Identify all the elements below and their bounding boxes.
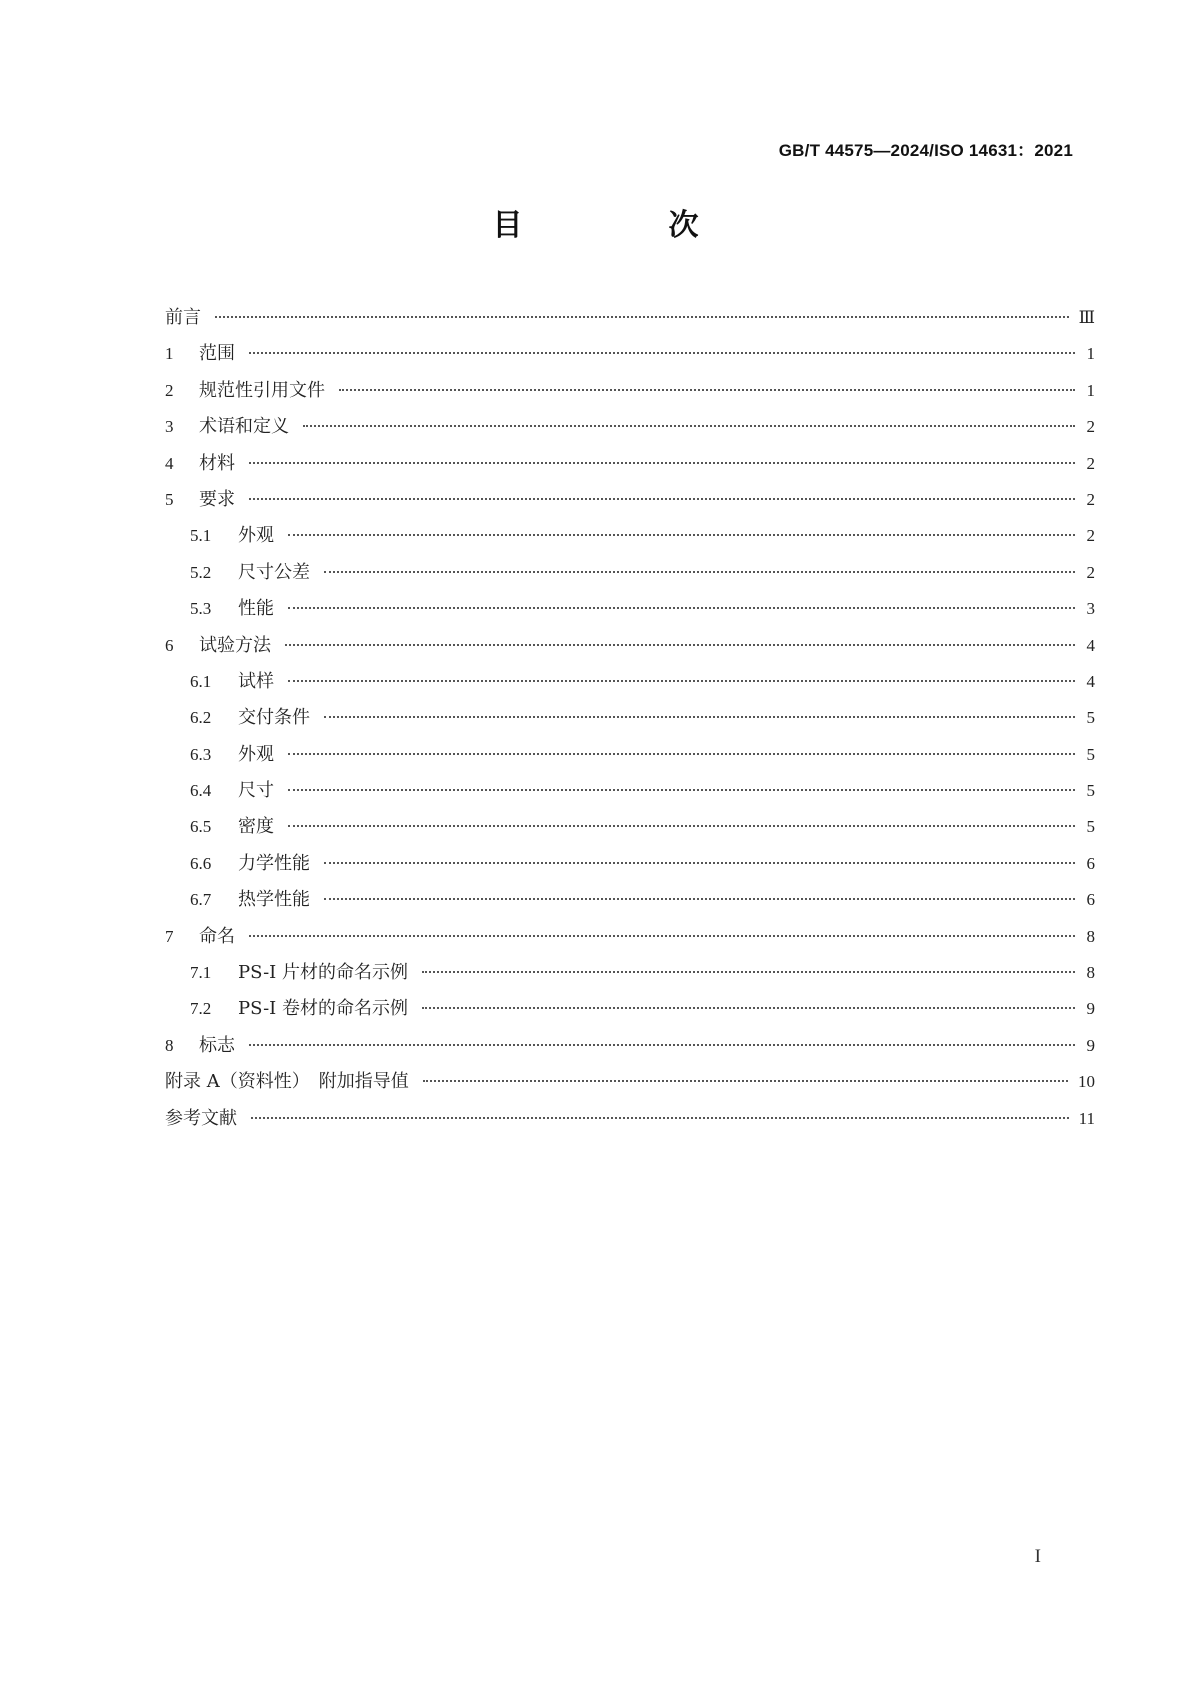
toc-entry-page: 2	[1086, 417, 1095, 437]
toc-entry[interactable]	[165, 482, 1095, 518]
toc-entry-page: 5	[1086, 817, 1095, 837]
toc-entry-label: 标志	[199, 1034, 235, 1056]
toc-entry-number: 5.1	[190, 526, 212, 546]
toc-entry-page: 9	[1086, 999, 1095, 1019]
toc-dot-leader	[324, 898, 1075, 900]
toc-entry-label: 性能	[238, 598, 274, 620]
toc-entry-label: PS-I 卷材的命名示例	[238, 998, 409, 1020]
toc-dot-leader	[288, 825, 1075, 827]
toc-entry[interactable]	[165, 1064, 1095, 1100]
toc-entry-page: 8	[1086, 963, 1095, 983]
toc-entry-page: 8	[1086, 926, 1095, 946]
toc-entry-label: 术语和定义	[199, 416, 289, 438]
toc-entry-number: 8	[165, 1035, 174, 1055]
toc-entry-page: 6	[1086, 853, 1095, 873]
toc-entry-page: 5	[1086, 781, 1095, 801]
toc-entry-label: 参考文献	[165, 1107, 237, 1129]
toc-dot-leader	[288, 680, 1075, 682]
toc-entry[interactable]	[165, 591, 1095, 627]
toc-entry[interactable]	[165, 846, 1095, 882]
toc-entry-number: 5.2	[190, 562, 212, 582]
toc-entry-number: 5	[165, 489, 174, 509]
toc-entry[interactable]	[165, 991, 1095, 1027]
toc-entry-page: 3	[1086, 599, 1095, 619]
toc-entry-page: 6	[1086, 890, 1095, 910]
toc-entry-page: 5	[1086, 744, 1095, 764]
toc-entry[interactable]	[165, 700, 1095, 736]
toc-entry[interactable]	[165, 555, 1095, 591]
toc-dot-leader	[288, 753, 1075, 755]
toc-dot-leader	[324, 862, 1075, 864]
toc-dot-leader	[324, 571, 1075, 573]
toc-entry-number: 6.7	[190, 890, 212, 910]
toc-dot-leader	[215, 316, 1069, 318]
toc-entry[interactable]	[165, 1028, 1095, 1064]
toc-dot-leader	[422, 971, 1075, 973]
toc-entry[interactable]	[165, 300, 1095, 336]
toc-dot-leader	[288, 607, 1075, 609]
toc-entry[interactable]	[165, 664, 1095, 700]
toc-entry[interactable]	[165, 409, 1095, 445]
toc-entry-number: 7.2	[190, 999, 212, 1019]
toc-entry[interactable]	[165, 809, 1095, 845]
toc-entry-number: 6.4	[190, 781, 212, 801]
toc-entry-page: 11	[1078, 1108, 1095, 1128]
toc-dot-leader	[249, 462, 1075, 464]
page-title: 目 次	[492, 208, 757, 243]
toc-dot-leader	[251, 1117, 1069, 1119]
toc-entry[interactable]	[165, 518, 1095, 554]
toc-entry[interactable]	[165, 373, 1095, 409]
toc-entry-page: 2	[1086, 489, 1095, 509]
toc-entry-number: 6.1	[190, 671, 212, 691]
toc-entry-label: 材料	[199, 452, 235, 474]
toc-entry-number: 5.3	[190, 599, 212, 619]
toc-entry-page: 5	[1086, 708, 1095, 728]
toc-entry-label: 力学性能	[238, 852, 310, 874]
toc-entry-label: 尺寸	[238, 780, 274, 802]
toc-entry-number: 3	[165, 417, 174, 437]
toc-entry[interactable]	[165, 628, 1095, 664]
toc-dot-leader	[423, 1080, 1068, 1082]
toc-dot-leader	[288, 789, 1075, 791]
toc-entry-label: 交付条件	[238, 707, 310, 729]
toc-dot-leader	[339, 389, 1075, 391]
toc-entry-page: Ⅲ	[1078, 308, 1095, 327]
toc-entry-number: 6	[165, 635, 174, 655]
toc-entry-label: 规范性引用文件	[199, 379, 325, 401]
toc-entry[interactable]	[165, 737, 1095, 773]
toc-entry-page: 2	[1086, 526, 1095, 546]
page-number: I	[1034, 1546, 1041, 1567]
toc-entry-page: 10	[1078, 1072, 1095, 1092]
toc-dot-leader	[249, 935, 1075, 937]
toc-entry-label: PS-I 片材的命名示例	[238, 962, 409, 984]
toc-entry-label: 试验方法	[199, 634, 271, 656]
toc-entry-page: 9	[1086, 1035, 1095, 1055]
toc-entry-label: 热学性能	[238, 889, 310, 911]
toc-entry-label: 要求	[199, 488, 235, 510]
toc-entry-number: 4	[165, 453, 174, 473]
toc-entry[interactable]	[165, 446, 1095, 482]
toc-dot-leader	[249, 498, 1075, 500]
toc-entry-number: 7	[165, 926, 174, 946]
standard-code: GB/T 44575—2024/ISO 14631：2021	[778, 141, 1073, 160]
toc-entry-page: 1	[1086, 380, 1095, 400]
toc-entry-number: 6.5	[190, 817, 212, 837]
toc-entry[interactable]	[165, 1101, 1095, 1137]
toc-entry[interactable]	[165, 773, 1095, 809]
toc-entry-label: 试样	[238, 670, 274, 692]
toc-dot-leader	[285, 644, 1075, 646]
toc-dot-leader	[422, 1007, 1075, 1009]
toc-entry-label: 外观	[238, 525, 274, 547]
toc-entry[interactable]	[165, 919, 1095, 955]
toc-entry-page: 2	[1086, 453, 1095, 473]
toc-entry-page: 1	[1086, 344, 1095, 364]
toc-entry-label: 前言	[165, 307, 201, 328]
toc-entry-label: 密度	[238, 816, 274, 838]
toc-dot-leader	[249, 352, 1075, 354]
toc-entry[interactable]	[165, 882, 1095, 918]
toc-entry-label: 命名	[199, 925, 235, 947]
toc-entry-label: 范围	[199, 343, 235, 365]
toc-dot-leader	[303, 425, 1075, 427]
toc-dot-leader	[288, 534, 1075, 536]
toc-entry-label: 尺寸公差	[238, 561, 310, 583]
toc-dot-leader	[249, 1044, 1075, 1046]
toc-entry-label: 外观	[238, 743, 274, 765]
toc-entry-number: 7.1	[190, 963, 212, 983]
toc-entry[interactable]	[165, 955, 1095, 991]
toc-entry-page: 4	[1086, 671, 1095, 691]
toc-entry-page: 2	[1086, 562, 1095, 582]
toc-dot-leader	[324, 716, 1075, 718]
toc-entry[interactable]	[165, 336, 1095, 372]
toc-entry-number: 2	[165, 380, 174, 400]
toc-entry-number: 1	[165, 344, 174, 364]
toc-entry-number: 6.2	[190, 708, 212, 728]
toc-entry-label: 附录 A（资料性） 附加指导值	[165, 1071, 409, 1093]
toc-entry-page: 4	[1086, 635, 1095, 655]
toc-entry-number: 6.3	[190, 744, 212, 764]
toc-entry-number: 6.6	[190, 853, 212, 873]
table-of-contents	[165, 300, 1095, 1137]
